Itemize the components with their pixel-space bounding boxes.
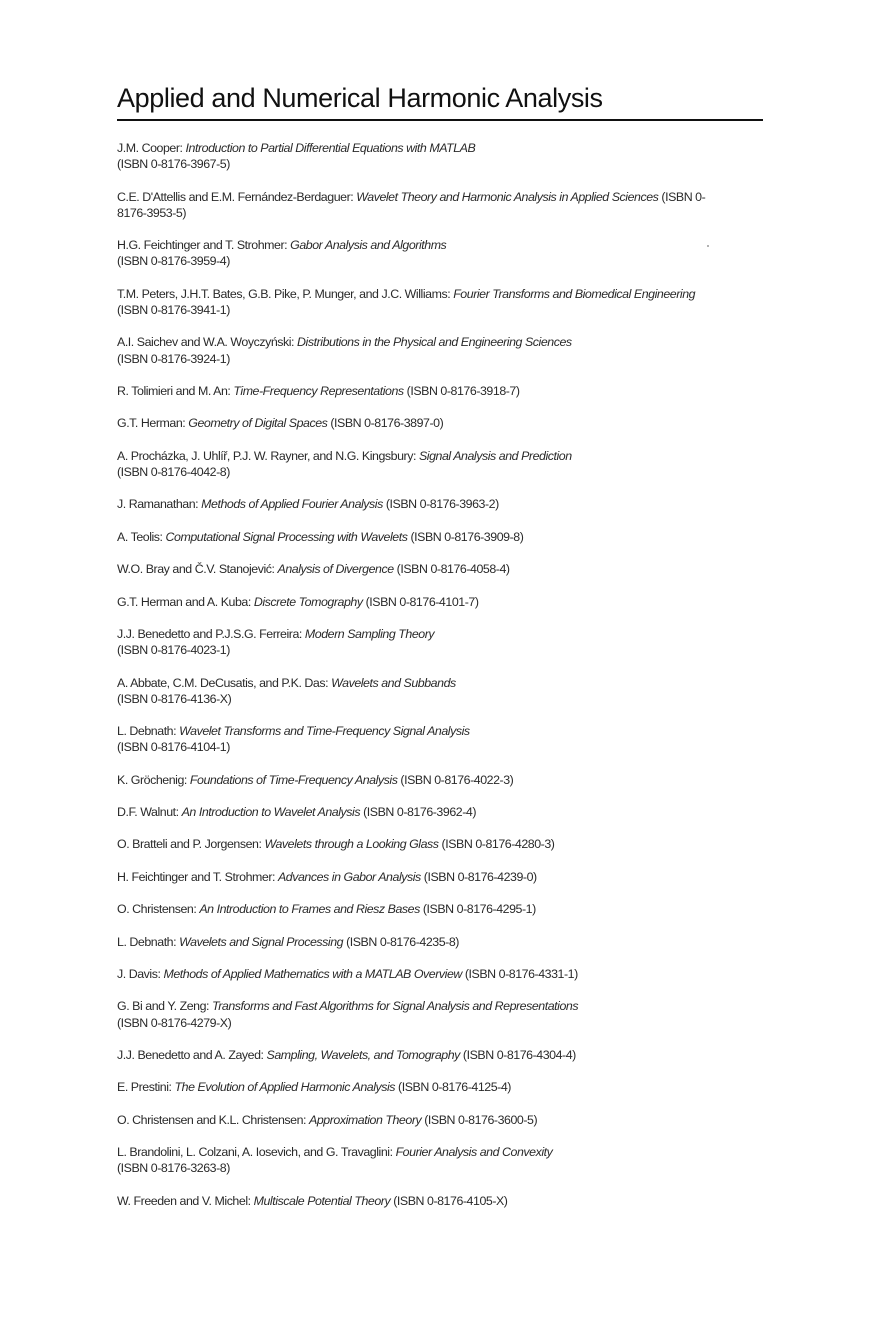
book-title: Discrete Tomography bbox=[253, 594, 363, 609]
book-authors: K. Gröchenig: bbox=[117, 772, 190, 787]
book-entry bbox=[117, 901, 717, 917]
book-title: Approximation Theory bbox=[309, 1112, 422, 1127]
book-title: Wavelets and Signal Processing bbox=[179, 934, 344, 949]
book-isbn: (ISBN 0-8176-3959-4) bbox=[117, 254, 230, 269]
book-entry bbox=[117, 529, 717, 545]
book-authors: G. Bi and Y. Zeng: bbox=[117, 999, 213, 1014]
book-authors: O. Christensen and K.L. Christensen: bbox=[117, 1112, 310, 1127]
book-authors: L. Debnath: bbox=[117, 724, 180, 739]
book-entry bbox=[117, 626, 717, 658]
book-authors: H. Feichtinger and T. Strohmer: bbox=[117, 869, 278, 884]
book-title: The Evolution of Applied Harmonic Analysis bbox=[174, 1080, 396, 1095]
book-authors: A. Procházka, J. Uhlíř, P.J. W. Rayner, and N.G. Kingsbury: bbox=[117, 448, 419, 463]
book-title: Foundations of Time-Frequency Analysis bbox=[189, 772, 398, 787]
book-title: Fourier Transforms and Biomedical Engineering bbox=[453, 286, 696, 301]
book-entry bbox=[117, 383, 717, 399]
book-title: Methods of Applied Fourier Analysis bbox=[201, 497, 383, 512]
book-authors: L. Debnath: bbox=[117, 934, 180, 949]
book-title: Transforms and Fast Algorithms for Signal Analysis and Representations bbox=[212, 999, 579, 1014]
book-title: An Introduction to Frames and Riesz Bases bbox=[199, 902, 420, 917]
book-entry bbox=[117, 496, 717, 512]
book-authors: G.T. Herman: bbox=[117, 416, 189, 431]
book-authors: J.M. Cooper: bbox=[117, 141, 186, 155]
book-title: Wavelets and Subbands bbox=[331, 675, 456, 690]
book-entry bbox=[117, 286, 717, 318]
book-authors: T.M. Peters, J.H.T. Bates, G.B. Pike, P. Munger, and J.C. Williams: bbox=[117, 286, 454, 301]
book-authors: O. Christensen: bbox=[117, 902, 200, 917]
book-title: Time-Frequency Representations bbox=[233, 383, 404, 398]
book-entry bbox=[117, 189, 717, 221]
book-entry bbox=[117, 772, 717, 788]
book-authors: O. Bratteli and P. Jorgensen: bbox=[117, 837, 265, 852]
book-isbn: (ISBN 0-8176-4022-3) bbox=[397, 772, 514, 787]
book-authors: J.J. Benedetto and A. Zayed: bbox=[117, 1048, 267, 1063]
book-title: Computational Signal Processing with Wavelets bbox=[165, 529, 408, 544]
book-isbn: (ISBN 0-8176-4105-X) bbox=[390, 1193, 508, 1208]
book-entry bbox=[117, 1193, 717, 1209]
book-isbn: (ISBN 0-8176-3909-8) bbox=[407, 529, 524, 544]
page-title: Applied and Numerical Harmonic Analysis bbox=[117, 83, 603, 113]
book-authors: A. Abbate, C.M. DeCusatis, and P.K. Das: bbox=[117, 675, 332, 690]
book-title: Modern Sampling Theory bbox=[304, 626, 435, 641]
book-isbn: (ISBN 0-8176-4280-3) bbox=[438, 837, 555, 852]
book-isbn: (ISBN 0-8176-4279-X) bbox=[117, 1015, 232, 1030]
book-title: Signal Analysis and Prediction bbox=[418, 448, 572, 463]
book-title: Wavelets through a Looking Glass bbox=[264, 837, 439, 852]
book-title: Wavelet Theory and Harmonic Analysis in Applied Sciences bbox=[356, 189, 659, 204]
book-title: Advances in Gabor Analysis bbox=[277, 869, 421, 884]
book-title: Gabor Analysis and Algorithms bbox=[290, 238, 447, 253]
book-isbn: (ISBN 0-8176-3897-0) bbox=[327, 416, 444, 431]
book-isbn: (ISBN 0-8176-4058-4) bbox=[393, 562, 510, 577]
book-entry bbox=[117, 448, 717, 480]
book-entry bbox=[117, 934, 717, 950]
book-entry bbox=[117, 1144, 717, 1176]
book-isbn: (ISBN 0-8176-3263-8) bbox=[117, 1161, 230, 1176]
book-authors: G.T. Herman and A. Kuba: bbox=[117, 594, 254, 609]
book-entry bbox=[117, 869, 717, 885]
book-isbn: (ISBN 0-8176-4101-7) bbox=[362, 594, 479, 609]
book-entry bbox=[117, 804, 717, 820]
book-entry bbox=[117, 415, 717, 431]
book-isbn: (ISBN 0-8176-4136-X) bbox=[117, 691, 232, 706]
book-entry bbox=[117, 594, 717, 610]
book-isbn: (ISBN 0-8176-3963-2) bbox=[382, 497, 499, 512]
book-title: Sampling, Wavelets, and Tomography bbox=[266, 1048, 460, 1063]
book-authors: H.G. Feichtinger and T. Strohmer: bbox=[117, 238, 291, 253]
book-entry bbox=[117, 561, 717, 577]
book-authors: D.F. Walnut: bbox=[117, 805, 182, 820]
book-entry bbox=[117, 1079, 717, 1095]
book-entry bbox=[117, 836, 717, 852]
book-isbn: (ISBN 0-8176-4023-1) bbox=[117, 643, 230, 658]
book-list bbox=[117, 140, 717, 1225]
book-authors: A. Teolis: bbox=[117, 529, 166, 544]
book-authors: W. Freeden and V. Michel: bbox=[117, 1193, 254, 1208]
book-title: An Introduction to Wavelet Analysis bbox=[181, 805, 361, 820]
book-authors: J. Ramanathan: bbox=[117, 497, 202, 512]
book-isbn: (ISBN 0-8176-4331-1) bbox=[461, 967, 578, 982]
book-entry bbox=[117, 966, 717, 982]
book-authors: A.I. Saichev and W.A. Woyczyński: bbox=[117, 335, 298, 350]
book-entry bbox=[117, 1047, 717, 1063]
book-authors: L. Brandolini, L. Colzani, A. Iosevich, and G. Travaglini: bbox=[117, 1145, 396, 1160]
book-isbn: (ISBN 0-8176-3962-4) bbox=[360, 805, 476, 820]
book-isbn: (ISBN 0-8176-3924-1) bbox=[117, 351, 230, 366]
book-isbn: (ISBN 0-8176-3967-5) bbox=[117, 157, 230, 172]
book-entry bbox=[117, 334, 717, 366]
book-isbn: (ISBN 0-8176-3600-5) bbox=[421, 1112, 538, 1127]
book-isbn: (ISBN 0-8176-4125-4) bbox=[395, 1080, 511, 1095]
book-isbn: (ISBN 0-8176-4295-1) bbox=[419, 902, 536, 917]
book-authors: R. Tolimieri and M. An: bbox=[117, 383, 234, 398]
book-title: Fourier Analysis and Convexity bbox=[395, 1145, 553, 1160]
book-title: Methods of Applied Mathematics with a MATLAB Overview bbox=[163, 967, 462, 982]
book-authors: E. Prestini: bbox=[117, 1080, 175, 1095]
book-isbn: (ISBN 0-8176-3918-7) bbox=[403, 383, 520, 398]
book-authors: J.J. Benedetto and P.J.S.G. Ferreira: bbox=[117, 626, 305, 641]
book-title: Distributions in the Physical and Engineering Sciences bbox=[297, 335, 572, 350]
book-isbn: (ISBN 0-8176-3953-5) bbox=[117, 189, 706, 220]
book-entry bbox=[117, 723, 717, 755]
book-isbn: (ISBN 0-8176-3941-1) bbox=[117, 302, 230, 317]
book-isbn: (ISBN 0-8176-4042-8) bbox=[117, 464, 230, 479]
book-entry bbox=[117, 998, 717, 1030]
book-title: Multiscale Potential Theory bbox=[253, 1193, 391, 1208]
book-entry bbox=[117, 1112, 717, 1128]
book-entry bbox=[117, 675, 717, 707]
book-authors: W.O. Bray and Č.V. Stanojević: bbox=[117, 562, 278, 577]
book-isbn: (ISBN 0-8176-4104-1) bbox=[117, 740, 230, 755]
book-title: Introduction to Partial Differential Equations with MATLAB bbox=[185, 141, 476, 155]
book-isbn: (ISBN 0-8176-4304-4) bbox=[459, 1048, 576, 1063]
book-isbn: (ISBN 0-8176-4235-8) bbox=[343, 934, 459, 949]
book-title: Wavelet Transforms and Time-Frequency Signal Analysis bbox=[179, 724, 470, 739]
book-title: Analysis of Divergence bbox=[277, 562, 394, 577]
book-authors: J. Davis: bbox=[117, 967, 164, 982]
book-entry bbox=[117, 237, 717, 269]
book-title: Geometry of Digital Spaces bbox=[188, 416, 328, 431]
book-entry bbox=[117, 140, 717, 172]
book-authors: C.E. D'Attellis and E.M. Fernández-Berdaguer: bbox=[117, 189, 357, 204]
book-isbn: (ISBN 0-8176-4239-0) bbox=[420, 869, 537, 884]
title-rule bbox=[117, 119, 763, 121]
